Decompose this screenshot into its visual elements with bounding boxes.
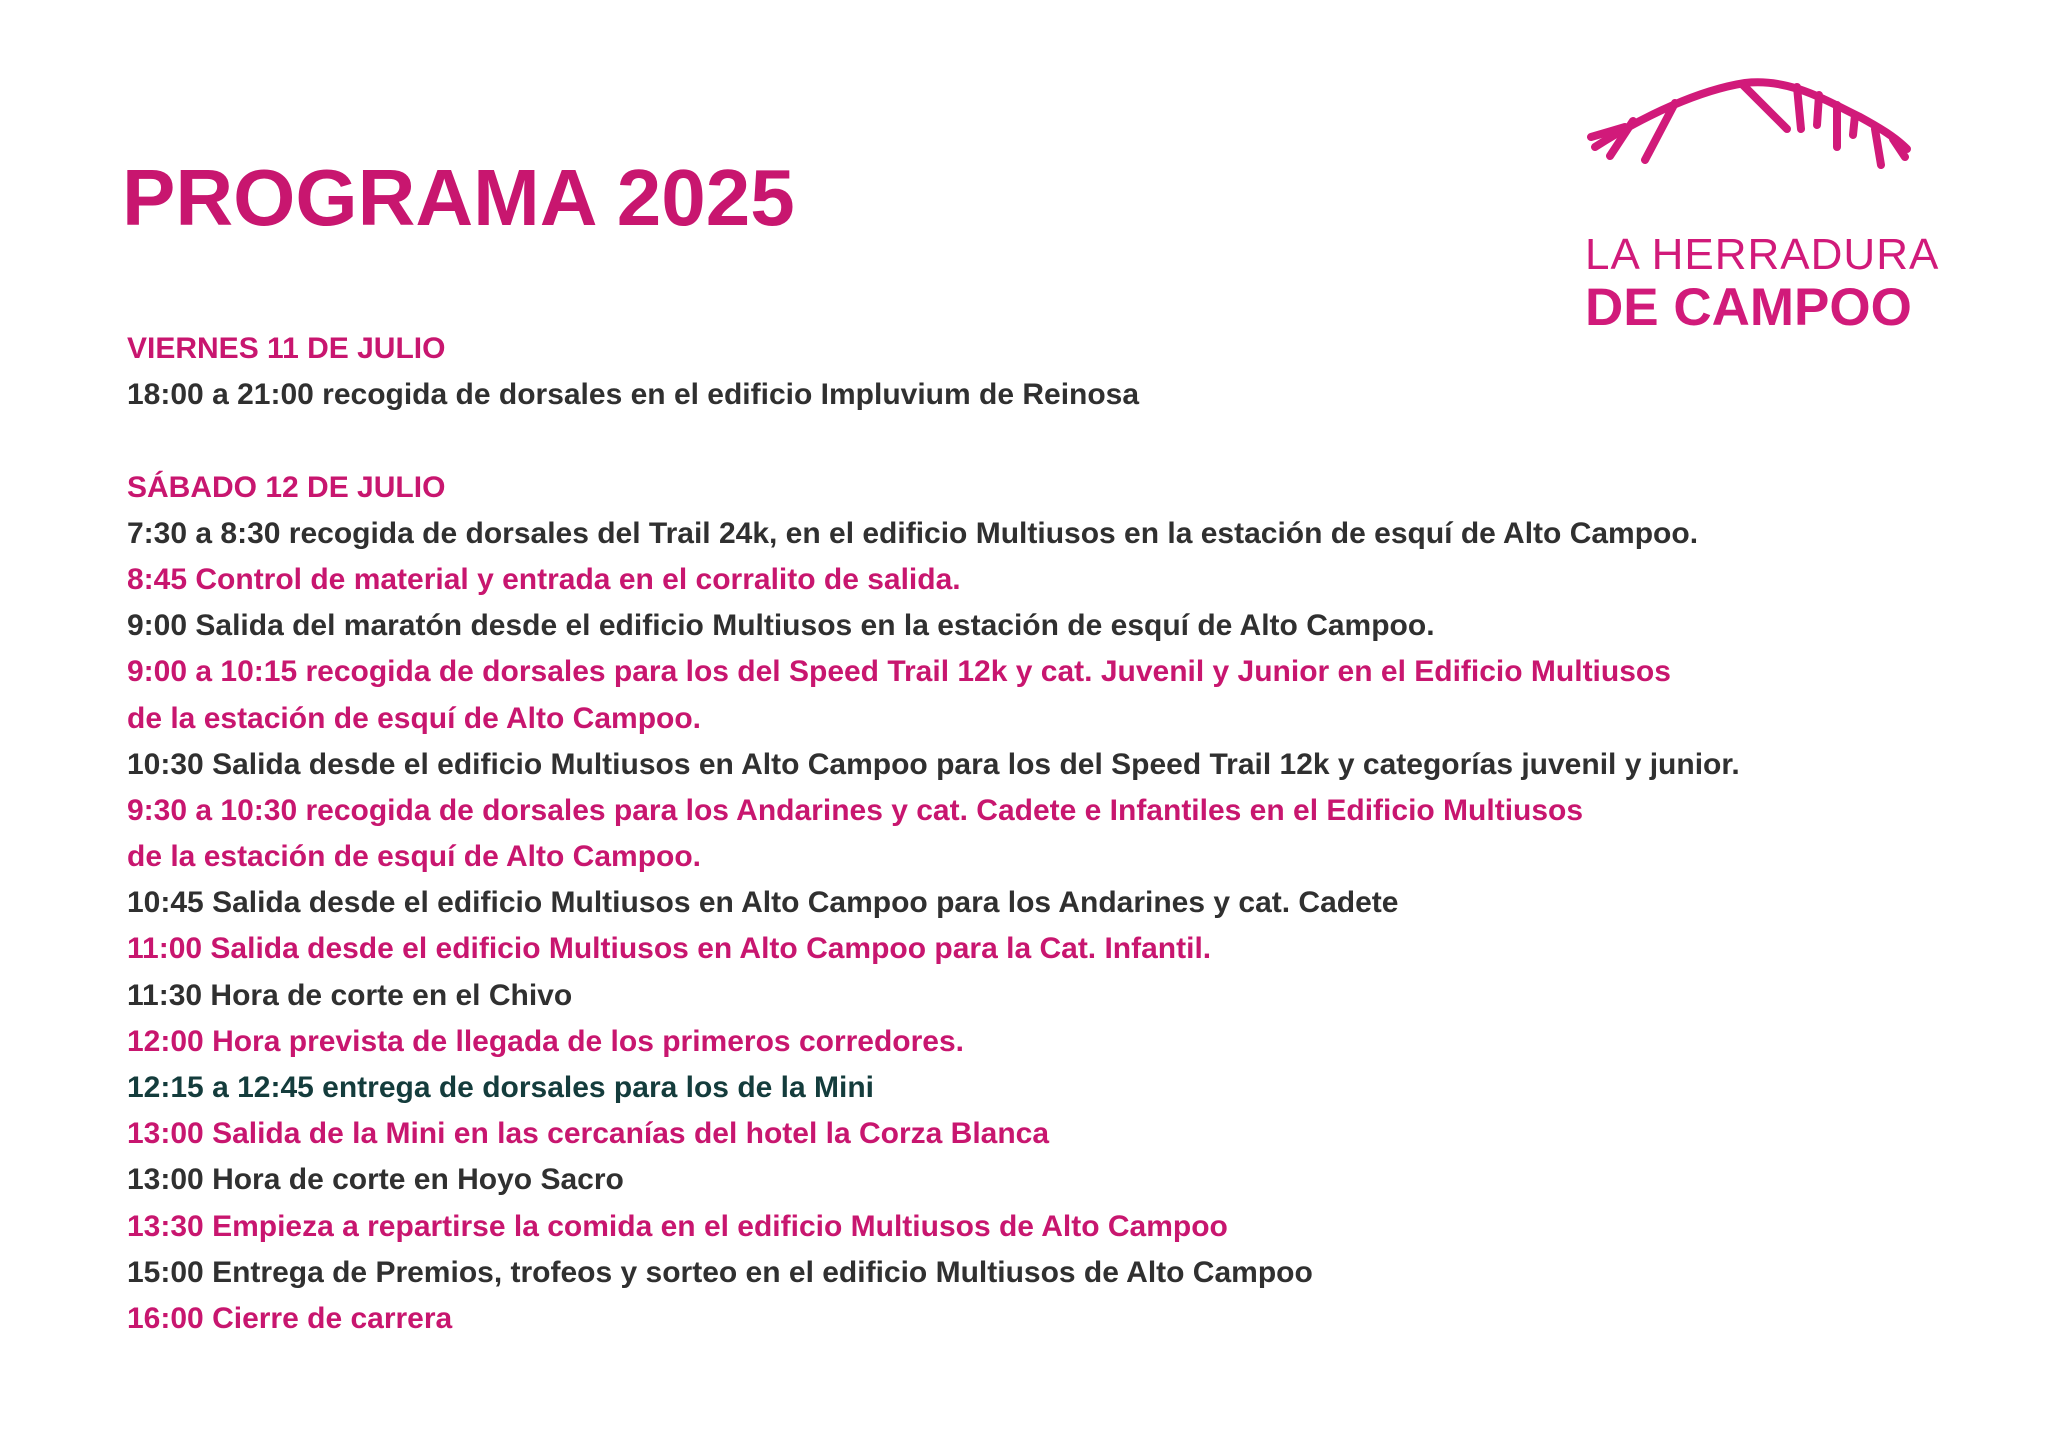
schedule <box>127 326 2027 1342</box>
schedule-item: 15:00 Entrega de Premios, trofeos y sorteo en el edificio Multiusos de Alto Campoo <box>127 1255 1313 1289</box>
schedule-item: 13:30 Empieza a repartirse la comida en el edificio Multiusos de Alto Campoo <box>127 1209 1228 1243</box>
schedule-item: 13:00 Salida de la Mini en las cercanías del hotel la Corza Blanca <box>127 1117 1050 1151</box>
schedule-item: 7:30 a 8:30 recogida de dorsales del Trail 24k, en el edificio Multiusos en la estación de esquí de Alto Campoo. <box>127 516 1699 550</box>
section-spacer <box>127 418 2027 464</box>
logo-text-line2: DE CAMPOO <box>1585 278 1912 337</box>
schedule-item: 16:00 Cierre de carrera <box>127 1301 453 1335</box>
schedule-item: 11:00 Salida desde el edificio Multiusos en Alto Campoo para la Cat. Infantil. <box>127 932 1212 966</box>
page-title: PROGRAMA 2025 <box>122 153 795 242</box>
friday-heading: VIERNES 11 DE JULIO <box>127 332 446 365</box>
schedule-item: de la estación de esquí de Alto Campoo. <box>127 701 701 735</box>
antler-mountain-icon <box>1575 45 1915 175</box>
schedule-item: 12:00 Hora prevista de llegada de los primeros corredores. <box>127 1024 965 1058</box>
schedule-item: 9:00 Salida del maratón desde el edificio Multiusos en la estación de esquí de Alto Campoo. <box>127 609 1435 643</box>
logo-text-line1: LA HERRADURA <box>1585 230 1940 279</box>
schedule-item: 18:00 a 21:00 recogida de dorsales en el edificio Impluvium de Reinosa <box>127 378 1140 412</box>
saturday-heading: SÁBADO 12 DE JULIO <box>127 470 446 504</box>
schedule-item: 8:45 Control de material y entrada en el corralito de salida. <box>127 562 961 596</box>
schedule-item: 10:45 Salida desde el edificio Multiusos en Alto Campoo para los Andarines y cat. Cadete <box>127 886 1399 920</box>
schedule-item: 12:15 a 12:45 entrega de dorsales para los de la Mini <box>127 1071 874 1104</box>
schedule-item: 10:30 Salida desde el edificio Multiusos en Alto Campoo para los del Speed Trail 12k y categorías juvenil y junior. <box>127 747 1740 781</box>
schedule-item: de la estación de esquí de Alto Campoo. <box>127 840 701 874</box>
schedule-item: 9:00 a 10:15 recogida de dorsales para los del Speed Trail 12k y cat. Juvenil y Junior en el Edificio Multiusos <box>127 655 1671 689</box>
logo <box>1575 45 1940 337</box>
schedule-item: 13:00 Hora de corte en Hoyo Sacro <box>127 1163 624 1197</box>
schedule-item: 11:30 Hora de corte en el Chivo <box>127 978 573 1012</box>
schedule-item: 9:30 a 10:30 recogida de dorsales para los Andarines y cat. Cadete e Infantiles en el Edificio Multiusos <box>127 793 1584 827</box>
